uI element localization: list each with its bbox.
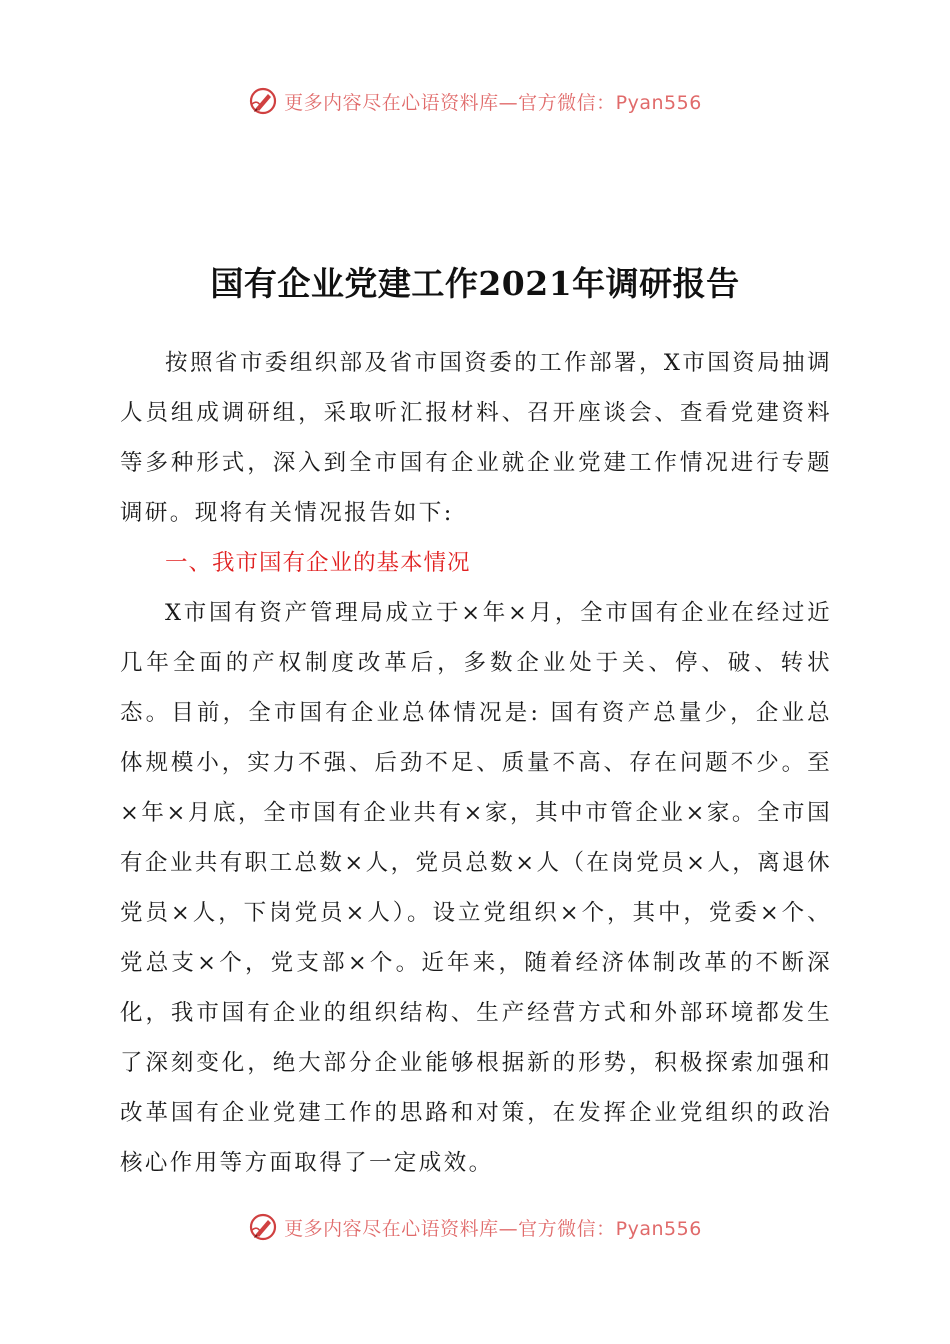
pen-circle-logo-icon xyxy=(248,86,278,116)
pen-circle-logo-icon xyxy=(248,1212,278,1242)
document-title: 国有企业党建工作2021年调研报告 xyxy=(210,264,740,303)
intro-paragraph: 按照省市委组织部及省市国资委的工作部署，X市国资局抽调人员组成调研组，采取听汇报材料、召开座谈会、查看党建资料等多种形式，深入到全市国有企业就企业党建工作情况进行专题调研。现将有关情况报告如下: xyxy=(120,350,832,526)
document-body xyxy=(120,338,832,1188)
section-1-paragraph: X市国有资产管理局成立于×年×月，全市国有企业在经过近几年全面的产权制度改革后，多数企业处于关、停、破、转状态。目前，全市国有企业总体情况是: 国有资产总量少，企业总体规模小，实力不强、后劲不足、质量不高、存在问题不少。至×年×月底，全市国有企业共有×家，其中市管企业×家。全市国有企业共有职工总数×人，党员总数×人（在岗党员×人，离退休党员×人，下岗党员×人）。设立党组织×个，其中，党委×个、党总支×个，党支部×个。近年来，随着经济体制改革的不断深化，我市国有企业的组织结构、生产经营方式和外部环境都发生了深刻变化，绝大部分企业能够根据新的形势，积极探索加强和改革国有企业党建工作的思路和对策，在发挥企业党组织的政治核心作用等方面取得了一定成效。 xyxy=(120,600,832,1176)
header-watermark xyxy=(0,86,950,116)
footer-watermark xyxy=(0,1212,950,1242)
section-heading-1: 一、我市国有企业的基本情况 xyxy=(165,550,471,576)
watermark-text: 更多内容尽在心语资料库—官方微信：Pyan556 xyxy=(284,1217,702,1240)
watermark-text: 更多内容尽在心语资料库—官方微信：Pyan556 xyxy=(284,91,702,114)
